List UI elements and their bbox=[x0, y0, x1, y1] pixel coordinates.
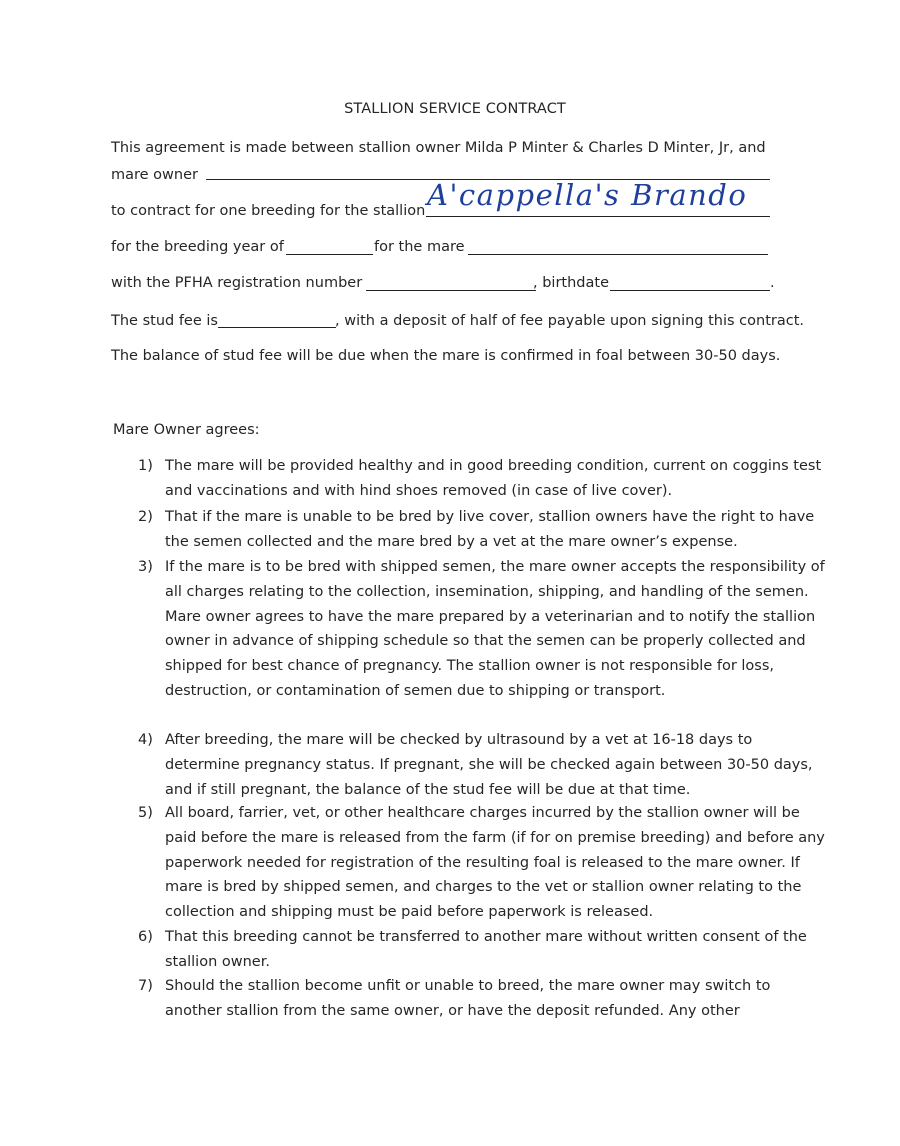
registration-number-blank[interactable] bbox=[366, 290, 536, 291]
item-number: 4) bbox=[138, 732, 153, 748]
intro-line-7: The balance of stud fee will be due when the mare is confirmed in foal between 30-50 days. bbox=[111, 348, 781, 364]
intro-line-5c: . bbox=[770, 275, 775, 291]
item-number: 1) bbox=[138, 458, 153, 474]
intro-line-4b: for the mare bbox=[374, 239, 465, 255]
item-number: 7) bbox=[138, 978, 153, 994]
item-text: After breeding, the mare will be checked by ultrasound by a vet at 16-18 days to determine pregnancy status. If pregnant, she will be checked again between 30-50 days, and if still pregnant, the balance of the stud fee will be due at that time. bbox=[165, 732, 813, 798]
mare-name-blank[interactable] bbox=[468, 254, 768, 255]
intro-line-4a: for the breeding year of bbox=[111, 239, 284, 255]
intro-line-2: mare owner bbox=[111, 167, 198, 183]
breeding-year-blank[interactable] bbox=[286, 254, 373, 255]
stallion-name-blank[interactable] bbox=[426, 216, 770, 217]
intro-line-5b: , birthdate bbox=[533, 275, 609, 291]
item-text: That if the mare is unable to be bred by live cover, stallion owners have the right to have the semen collected and the mare bred by a vet at the mare owner’s expense. bbox=[165, 509, 815, 550]
item-text: All board, farrier, vet, or other healthcare charges incurred by the stallion owner will be paid before the mare is released from the farm (if for on premise breeding) and before any paperwork needed for registration of the resulting foal is released to the mare owner. If mare is bred by shipped semen, and charges to the vet or stallion owner relating to the collection and shipping must be paid before paperwork is released. bbox=[165, 805, 825, 921]
item-text: Should the stallion become unfit or unable to breed, the mare owner may switch to another stallion from the same owner, or have the deposit refunded. Any other bbox=[165, 978, 771, 1019]
birthdate-blank[interactable] bbox=[610, 290, 770, 291]
item-number: 5) bbox=[138, 805, 153, 821]
item-text: If the mare is to be bred with shipped semen, the mare owner accepts the responsibility of all charges relating to the collection, insemination, shipping, and handling of the semen. Mare owner agrees to have the mare prepared by a veterinarian and to notify the stallion owner in advance of shipping schedule so that the semen can be properly collected and shipped for best chance of pregnancy. The stallion owner is not responsible for loss, destruction, or contamination of semen due to shipping or transport. bbox=[165, 559, 825, 699]
intro-line-6a: The stud fee is bbox=[111, 313, 218, 329]
item-number: 6) bbox=[138, 929, 153, 945]
intro-line-5a: with the PFHA registration number bbox=[111, 275, 363, 291]
intro-line-3: to contract for one breeding for the stallion bbox=[111, 203, 426, 219]
intro-line-1: This agreement is made between stallion owner Milda P Minter & Charles D Minter, Jr, and bbox=[111, 140, 766, 156]
intro-line-6b: , with a deposit of half of fee payable upon signing this contract. bbox=[335, 313, 804, 329]
item-text: That this breeding cannot be transferred to another mare without written consent of the stallion owner. bbox=[165, 929, 807, 970]
handwritten-stallion-name: A'cappella's Brando bbox=[427, 178, 748, 212]
item-number: 3) bbox=[138, 559, 153, 575]
item-number: 2) bbox=[138, 509, 153, 525]
document-title: STALLION SERVICE CONTRACT bbox=[344, 101, 566, 117]
section-heading: Mare Owner agrees: bbox=[113, 422, 260, 438]
stud-fee-blank[interactable] bbox=[218, 327, 336, 328]
item-text: The mare will be provided healthy and in good breeding condition, current on coggins test and vaccinations and with hind shoes removed (in case of live cover). bbox=[165, 458, 822, 499]
